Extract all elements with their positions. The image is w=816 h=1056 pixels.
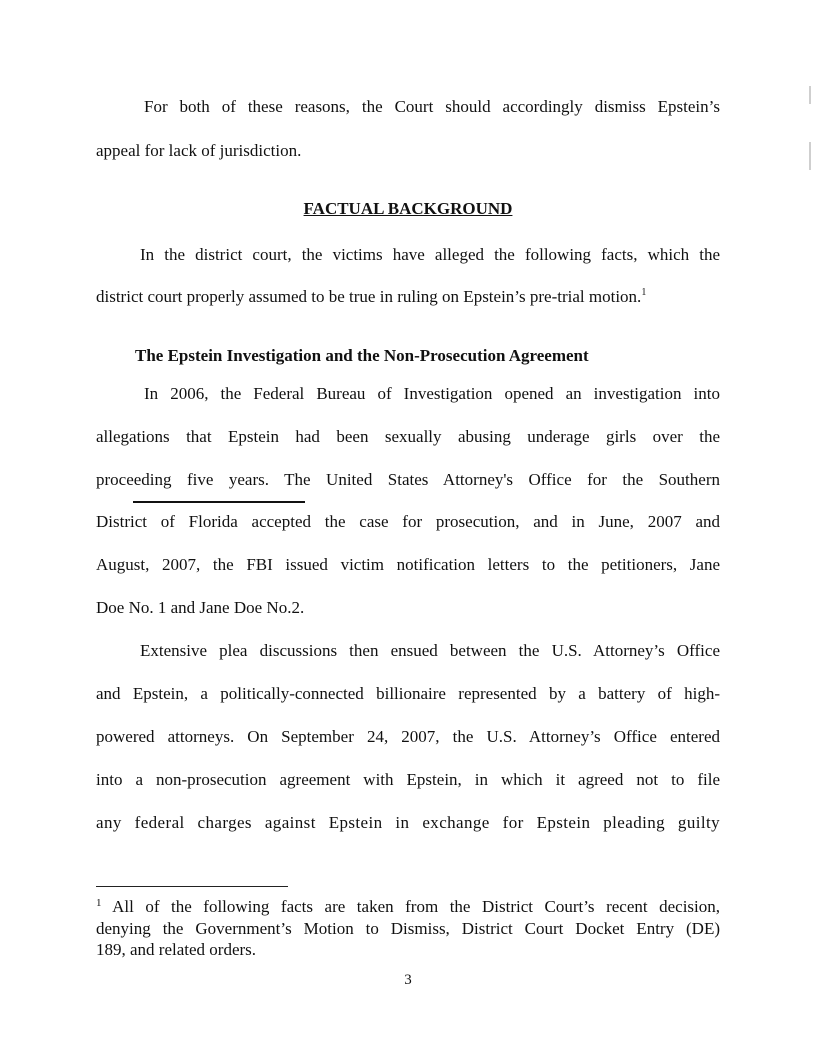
section-heading: FACTUAL BACKGROUND [303,199,513,218]
plea-line-1: Extensive plea discussions then ensued between the U.S. Attorney’s Office [140,641,720,660]
investigation-line-3: proceeding five years. The United States Attorney's Office for the Southern [96,470,720,489]
facts-line-2-text: district court properly assumed to be true in ruling on Epstein’s pre-trial motion. [96,287,642,306]
footnote-line-2: denying the Government’s Motion to Dismiss, District Court Docket Entry (DE) [96,919,720,938]
footnote-number: 1 [96,897,102,909]
footnote-separator [96,886,288,887]
footnote-line-3: 189, and related orders. [96,940,257,959]
plea-line-2: and Epstein, a politically-connected billionaire represented by a battery of high- [96,684,720,703]
plea-line-5: any federal charges against Epstein in exchange for Epstein pleading guilty [96,813,720,832]
investigation-line-2: allegations that Epstein had been sexually abusing underage girls over the [96,427,720,446]
plea-line-3: powered attorneys. On September 24, 2007, the U.S. Attorney’s Office entered [96,727,720,746]
page-number: 3 [404,972,412,988]
footnote-reference: 1 [641,287,647,298]
investigation-line-5: August, 2007, the FBI issued victim notification letters to the petitioners, Jane [96,555,720,574]
investigation-line-1: In 2006, the Federal Bureau of Investigation opened an investigation into [144,384,720,403]
footnote-line-1 [96,897,720,917]
facts-line-1: In the district court, the victims have alleged the following facts, which the [140,245,720,264]
page-edge-mark [809,86,811,104]
intro-line-1: For both of these reasons, the Court should accordingly dismiss Epstein’s [144,97,720,116]
investigation-line-4: District of Florida accepted the case for prosecution, and in June, 2007 and [96,512,720,531]
page-edge-mark [809,142,811,170]
investigation-line-6: Doe No. 1 and Jane Doe No.2. [96,598,305,617]
plea-line-4: into a non-prosecution agreement with Epstein, in which it agreed not to file [96,770,720,789]
footnote-line-1-text: All of the following facts are taken from the District Court’s recent decision, [112,897,721,916]
facts-line-2 [96,287,720,307]
handwritten-underline [133,501,305,503]
intro-line-2: appeal for lack of jurisdiction. [96,141,302,160]
subsection-heading: The Epstein Investigation and the Non-Prosecution Agreement [135,346,589,365]
